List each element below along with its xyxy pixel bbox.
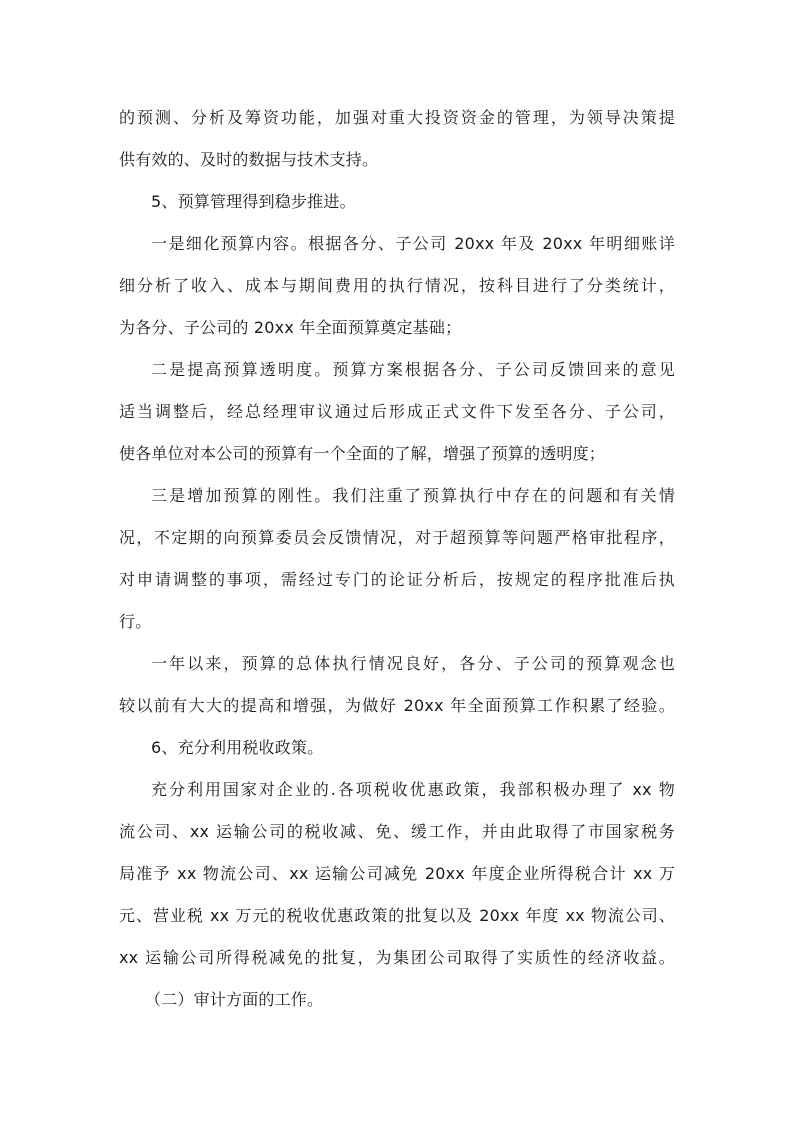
text-line: 况，不定期的向预算委员会反馈情况，对于超预算等问题严格审批程序， <box>119 528 675 547</box>
text-line: 细分析了收入、成本与期间费用的执行情况，按科目进行了分类统计， <box>119 276 675 295</box>
text-line: 较以前有大大的提高和增强，为做好 20xx 年全面预算工作积累了经验。 <box>119 696 675 715</box>
text-line: 充分利用国家对企业的.各项税收优惠政策，我部积极办理了 xx 物 <box>151 780 675 799</box>
text-line: 为各分、子公司的 20xx 年全面预算奠定基础； <box>119 318 462 337</box>
section-heading: （二）审计方面的工作。 <box>145 990 324 1009</box>
text-line: 一年以来，预算的总体执行情况良好，各分、子公司的预算观念也 <box>151 654 675 673</box>
text-line: 行。 <box>119 612 152 631</box>
text-line: 对申请调整的事项，需经过专门的论证分析后，按规定的程序批准后执 <box>119 570 675 589</box>
text-line: 二是提高预算透明度。预算方案根据各分、子公司反馈回来的意见 <box>151 360 675 379</box>
text-line: 的预测、分析及筹资功能，加强对重大投资资金的管理，为领导决策提 <box>119 108 675 127</box>
text-line: 供有效的、及时的数据与技术支持。 <box>119 150 379 169</box>
text-line: 局准予 xx 物流公司、xx 运输公司减免 20xx 年度企业所得税合计 xx 万 <box>119 864 675 883</box>
text-line: 流公司、xx 运输公司的税收减、免、缓工作，并由此取得了市国家税务 <box>119 822 675 841</box>
text-line: 使各单位对本公司的预算有一个全面的了解，增强了预算的透明度； <box>119 444 606 463</box>
text-line: 三是增加预算的刚性。我们注重了预算执行中存在的问题和有关情 <box>151 486 675 505</box>
text-line: xx 运输公司所得税减免的批复，为集团公司取得了实质性的经济收益。 <box>119 948 675 967</box>
text-line: 适当调整后，经总经理审议通过后形成正式文件下发至各分、子公司， <box>119 402 675 421</box>
text-line: 一是细化预算内容。根据各分、子公司 20xx 年及 20xx 年明细账详 <box>151 234 675 253</box>
section-heading: 6、充分利用税收政策。 <box>151 738 324 757</box>
section-heading: 5、预算管理得到稳步推进。 <box>151 192 356 211</box>
text-line: 元、营业税 xx 万元的税收优惠政策的批复以及 20xx 年度 xx 物流公司、 <box>119 906 675 925</box>
